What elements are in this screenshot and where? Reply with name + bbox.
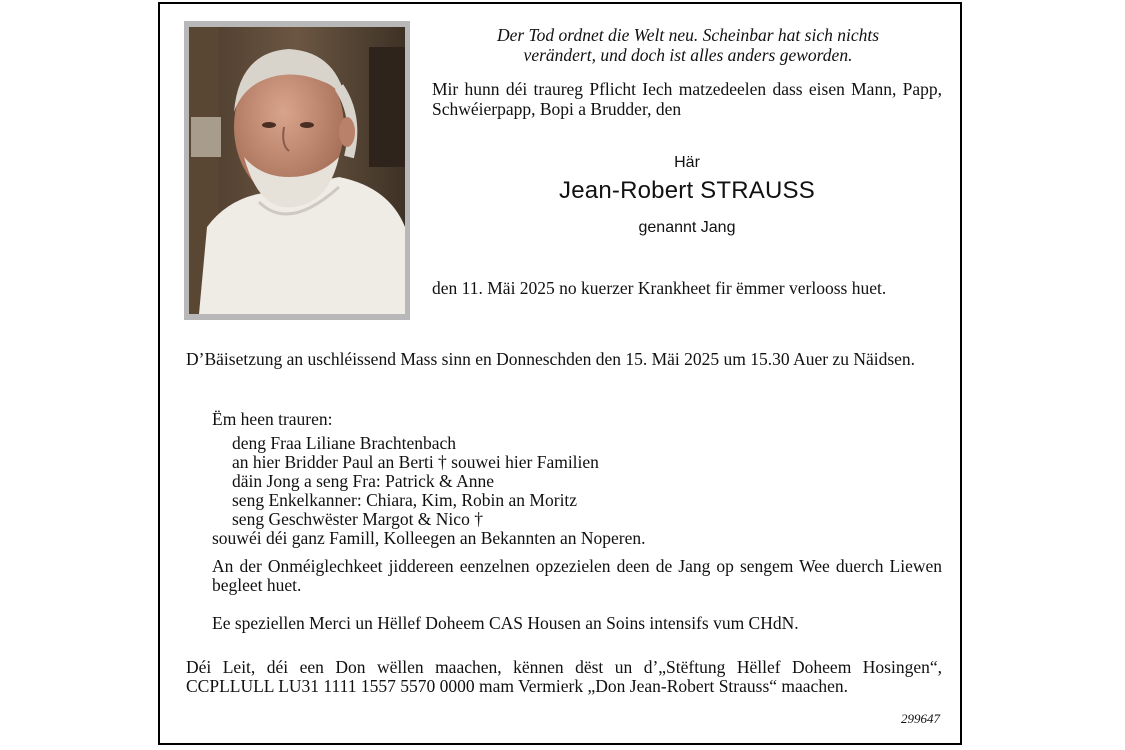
quote-line-2: verändert, und doch ist alles anders geworden. [523,45,853,65]
portrait-image [189,27,405,314]
portrait-photo [184,21,410,320]
funeral-notice: D’Bäisetzung an uschléissend Mass sinn en Donneschden den 15. Mäi 2025 um 15.30 Auer zu Näidsen. [186,349,916,369]
deceased-name: Jean-Robert STRAUSS [559,177,815,204]
reference-number: 299647 [901,711,940,726]
thanks-note: Ee speziellen Merci un Hëllef Doheem CAS Housen an Soins intensifs vum CHdN. [212,613,799,633]
mourner-item: seng Geschwëster Margot & Nico † [232,509,483,529]
mourners-heading: Ëm heen trauren: [212,409,333,429]
mourner-item: an hier Bridder Paul an Berti † souwei hier Familien [232,452,599,472]
quote [422,25,954,65]
mourners-list [232,434,599,529]
nickname: genannt Jang [638,219,736,236]
mourner-item: däin Jong a seng Fra: Patrick & Anne [232,471,494,491]
death-notice: den 11. Mäi 2025 no kuerzer Krankheet fir ëmmer verlooss huet. [432,278,887,298]
mourner-item: seng Enkelkanner: Chiara, Kim, Robin an Moritz [232,490,578,510]
intro-text: Mir hunn déi traureg Pflicht Iech matzedeelen dass eisen Mann, Papp, Schwéierpapp, Bopi a Brudder, den [432,79,942,119]
donation-note: Déi Leit, déi een Don wëllen maachen, kënnen dëst un d’„Stëftung Hëllef Doheem Hosingen“, CCPLLULL LU31 1111 1557 5570 0000 mam Vermierk „Don Jean-Robert Strauss“ maachen. [186,657,942,696]
honorific: Här [674,154,700,171]
quote-line-1: Der Tod ordnet die Welt neu. Scheinbar hat sich nichts [496,25,880,45]
obituary-frame [158,2,962,745]
mourner-item: deng Fraa Liliane Brachtenbach [232,433,456,453]
inability-note: An der Onméiglechkeet jiddereen eenzelnen opzezielen deen de Jang op sengem Wee duerch Liewen begleet huet. [212,556,942,595]
mourners-closing: souwéi déi ganz Famill, Kolleegen an Bekannten an Noperen. [212,528,646,548]
